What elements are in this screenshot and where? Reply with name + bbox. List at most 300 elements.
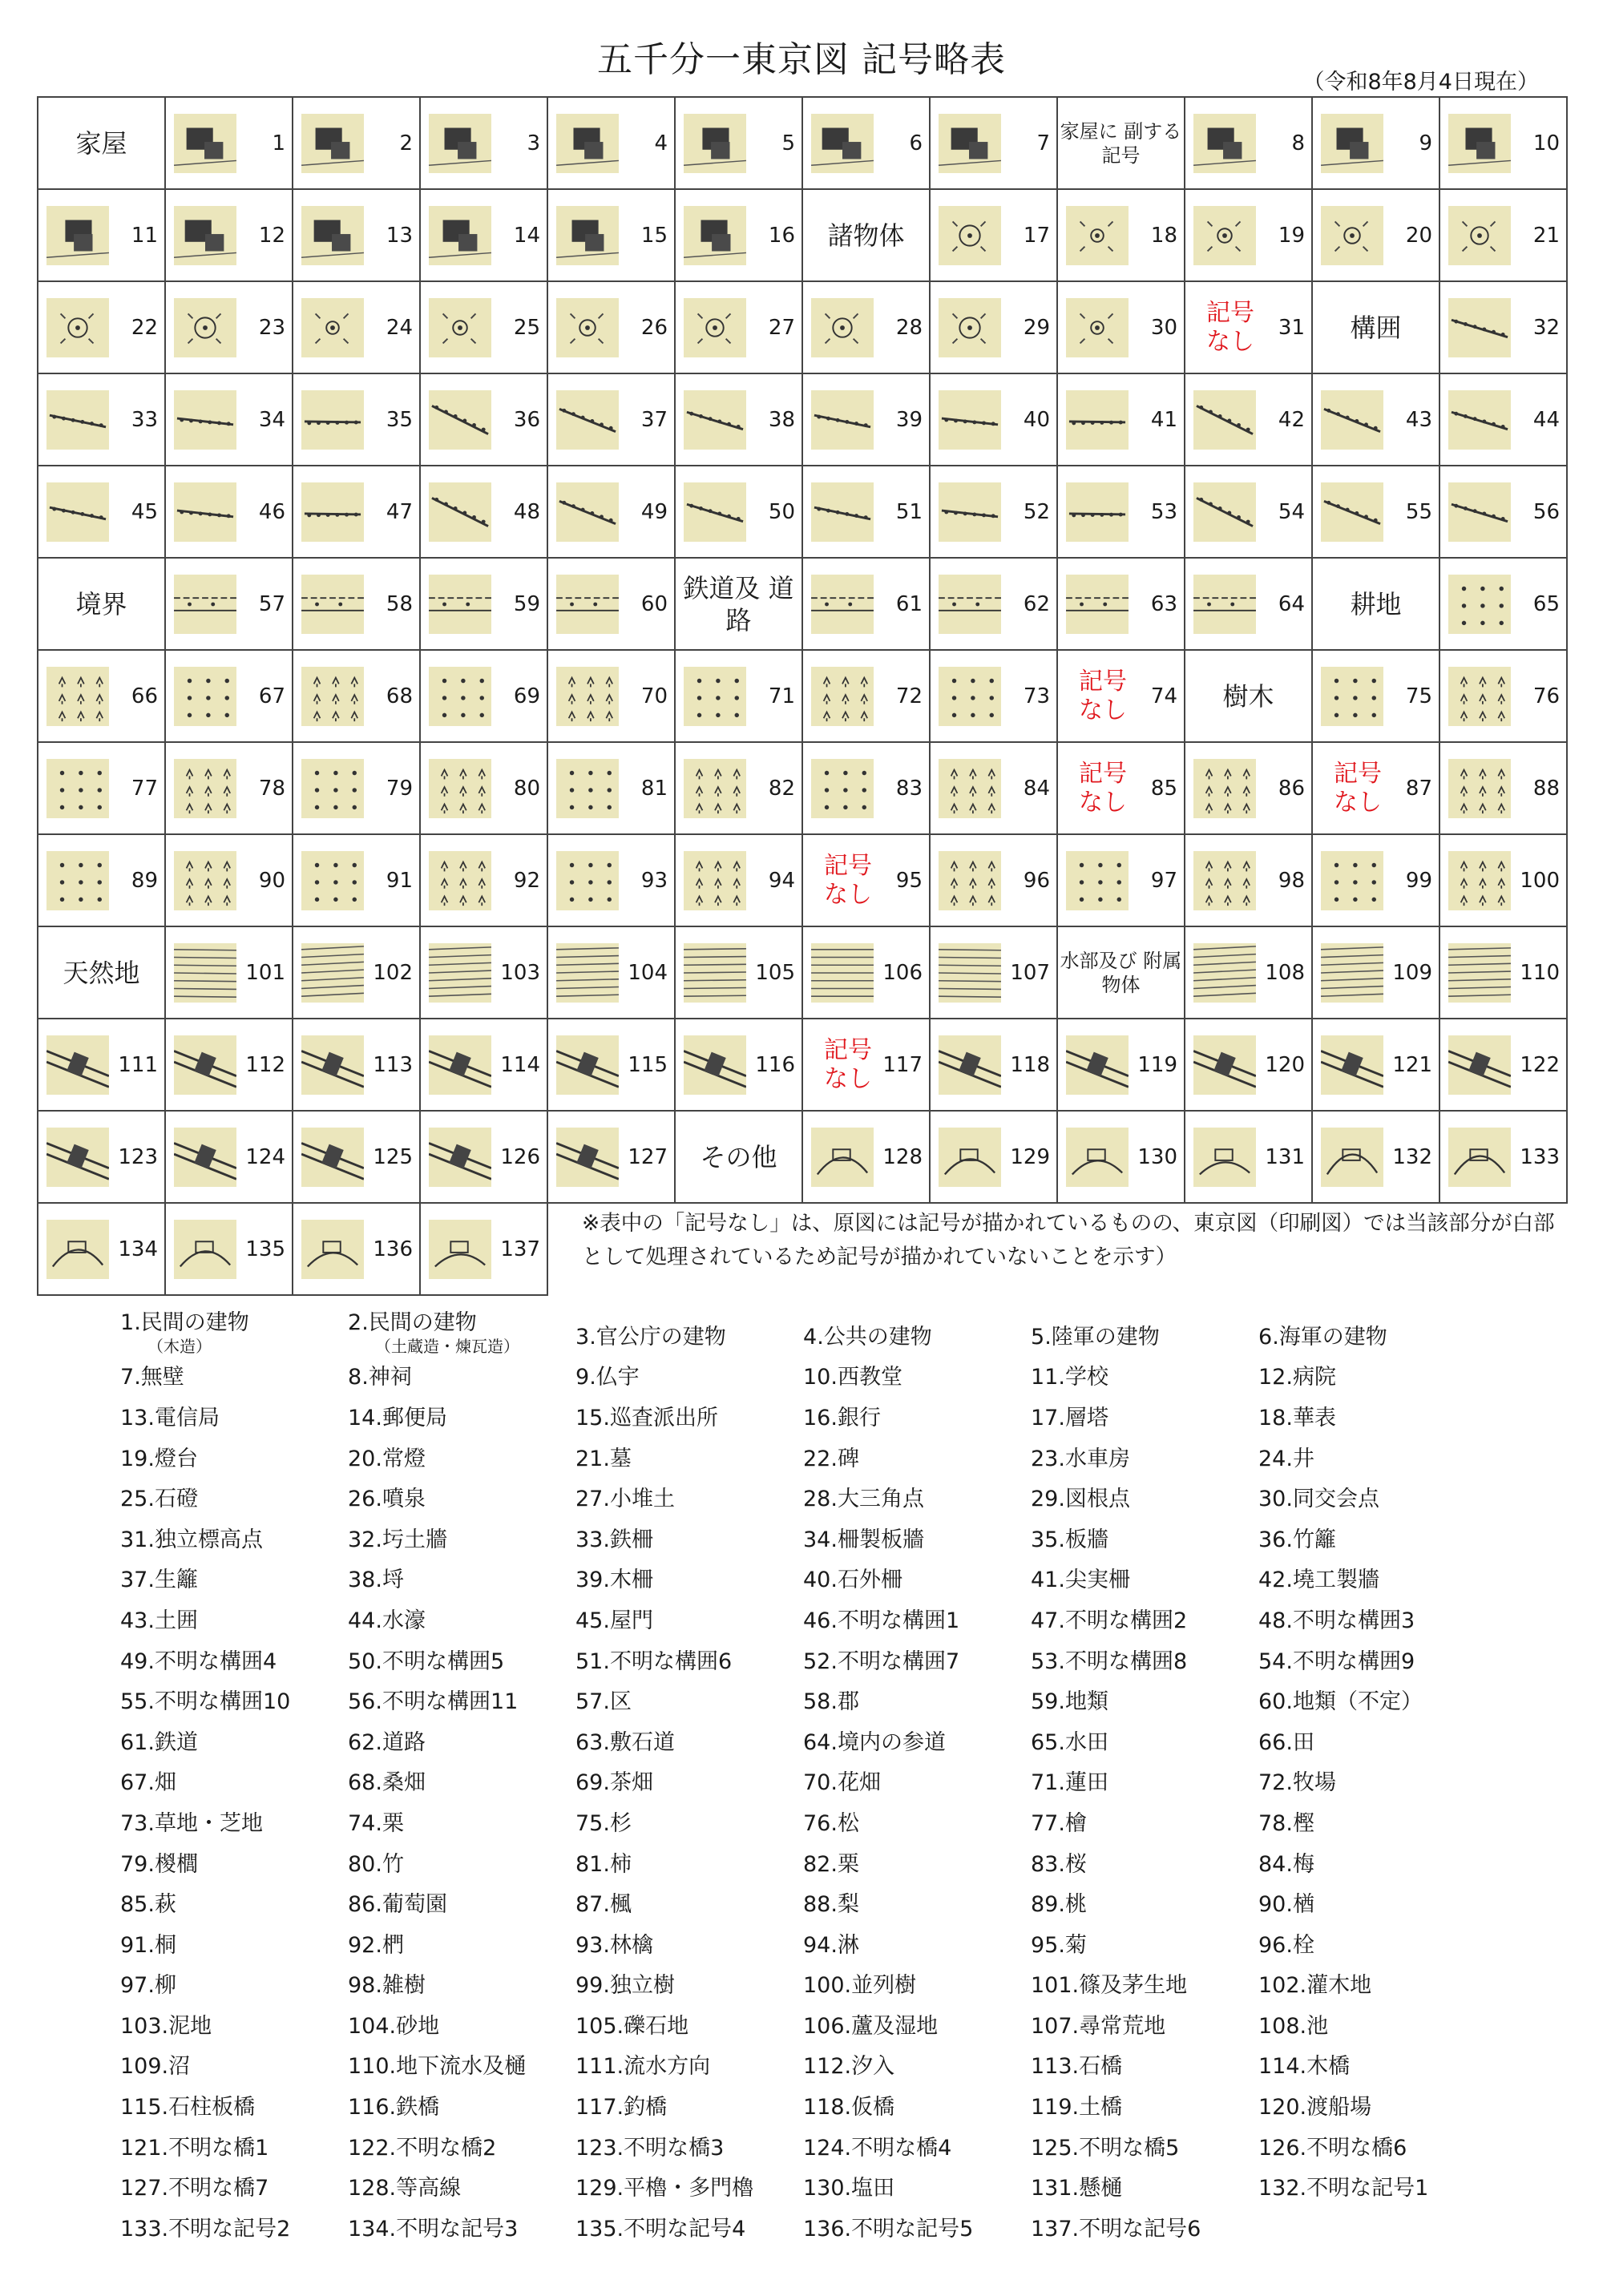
symbol-number: 54	[1278, 499, 1305, 524]
map-symbol-icon	[46, 1220, 109, 1279]
legend-label: 杉	[609, 1810, 632, 1836]
category-label: 水部及び 附属物体	[1060, 949, 1182, 996]
legend-row	[120, 1963, 1563, 2004]
map-symbol-icon	[46, 206, 109, 265]
legend-separator: .	[603, 1527, 610, 1552]
legend-label: 屋門	[609, 1608, 653, 1633]
map-symbol-icon	[174, 1128, 236, 1187]
map-symbol-icon	[1321, 851, 1383, 910]
legend-row	[120, 1842, 1563, 1882]
legend-number: 7	[120, 1365, 135, 1390]
symbol-cell	[930, 373, 1057, 466]
legend-item	[803, 1441, 1031, 1472]
legend-separator: .	[1286, 1851, 1293, 1877]
legend-number: 130	[803, 2176, 845, 2201]
symbol-cell	[38, 189, 165, 281]
symbol-cell	[293, 466, 420, 558]
symbol-cell	[1057, 373, 1185, 466]
footnote: ※表中の「記号なし」は、原図には記号が描かれているものの、東京図（印刷図）では当該部分が白部として処理されているため記号が描かれていないことを示す）	[582, 1211, 1555, 1269]
symbol-cell	[547, 650, 675, 742]
symbol-cell	[547, 926, 675, 1019]
legend-number: 10	[803, 1365, 831, 1390]
legend-label: 生籬	[154, 1568, 198, 1593]
legend-item	[575, 1441, 803, 1472]
legend-label: 栓	[1292, 1932, 1314, 1958]
symbol-cell	[1439, 926, 1567, 1019]
legend-label: 不明な橋6	[1306, 2135, 1407, 2161]
legend-separator: .	[603, 1487, 610, 1512]
map-symbol-icon	[811, 943, 874, 1003]
symbol-cell	[1312, 373, 1439, 466]
symbol-cell	[547, 189, 675, 281]
category-label: 境界	[75, 588, 127, 619]
legend-item	[348, 1562, 575, 1593]
legend-row	[120, 1598, 1563, 1639]
legend-label: 碑	[837, 1446, 859, 1471]
legend-number: 115	[120, 2095, 162, 2120]
legend-item	[120, 1806, 348, 1837]
legend-separator: .	[1286, 1365, 1293, 1390]
map-symbol-icon	[556, 851, 619, 910]
legend-number: 24	[1258, 1446, 1286, 1471]
legend-separator: .	[1058, 1568, 1065, 1593]
legend-separator: .	[603, 1932, 610, 1958]
map-symbol-icon	[1321, 1035, 1383, 1095]
legend-label: 柵製板牆	[837, 1527, 924, 1552]
legend-label: 不明な記号4	[624, 2216, 746, 2242]
symbol-cell	[930, 466, 1057, 558]
map-symbol-icon	[1193, 759, 1256, 818]
legend-item	[348, 2130, 575, 2161]
category-label: 家屋に 副する記号	[1060, 119, 1182, 167]
map-symbol-icon	[556, 759, 619, 818]
legend-number: 40	[803, 1568, 831, 1593]
symbol-number: 49	[640, 499, 668, 524]
legend-label: 椶櫚	[154, 1851, 198, 1877]
legend-number: 98	[348, 1973, 376, 1999]
category-cell-jumoku	[1185, 650, 1312, 742]
legend-separator: .	[1286, 1405, 1293, 1430]
legend-label: 不明な橋5	[1079, 2135, 1180, 2161]
legend-item	[1031, 1765, 1258, 1796]
symbol-cell	[675, 834, 802, 926]
legend-item	[1031, 1725, 1258, 1756]
symbol-cell	[293, 834, 420, 926]
symbol-cell	[165, 1111, 293, 1203]
legend-label: 石橋	[1079, 2054, 1123, 2080]
legend-number: 103	[120, 2013, 162, 2039]
legend-number: 65	[1031, 1729, 1059, 1755]
legend-separator: .	[1072, 2176, 1080, 2201]
legend-item	[575, 1319, 803, 1350]
symbol-cell	[1185, 926, 1312, 1019]
symbol-number: 93	[640, 868, 668, 893]
legend-item	[348, 1522, 575, 1553]
category-label: 耕地	[1350, 588, 1402, 619]
symbol-cell	[1312, 834, 1439, 926]
legend-label: 泥地	[168, 2013, 212, 2039]
symbol-number: 90	[258, 868, 285, 893]
legend-separator: .	[1058, 1608, 1065, 1633]
legend-separator: .	[830, 1689, 838, 1715]
legend-label: 不明な構囲4	[154, 1648, 277, 1674]
symbol-number: 28	[895, 315, 923, 340]
map-symbol-icon	[301, 390, 364, 450]
symbol-number: 17	[1023, 223, 1050, 248]
symbol-cell	[802, 373, 930, 466]
map-symbol-icon	[301, 575, 364, 634]
legend-label: 桑畑	[382, 1770, 426, 1796]
map-symbol-icon	[1193, 1128, 1256, 1187]
legend-separator: .	[134, 1309, 141, 1335]
legend-item	[575, 1725, 803, 1756]
legend-item	[803, 1806, 1031, 1837]
legend-number: 18	[1258, 1405, 1286, 1430]
map-symbol-icon	[684, 390, 746, 450]
map-symbol-icon	[556, 206, 619, 265]
legend-row	[120, 1761, 1563, 1802]
legend-separator: .	[589, 1324, 596, 1350]
map-symbol-icon	[684, 759, 746, 818]
legend-label: 民間の建物	[368, 1309, 477, 1335]
legend-number: 90	[1258, 1892, 1286, 1918]
symbol-number: 134	[118, 1237, 158, 1261]
legend-label: 汐入	[851, 2054, 895, 2080]
legend-number: 36	[1258, 1527, 1286, 1552]
legend-label: 田	[1292, 1729, 1314, 1755]
legend-number: 49	[120, 1648, 148, 1674]
legend-item	[120, 2170, 348, 2201]
legend-separator: .	[375, 1446, 382, 1471]
grid-row	[38, 834, 1567, 926]
legend-row	[120, 1436, 1563, 1477]
legend-label: 柿	[609, 1851, 632, 1877]
symbol-cell	[293, 373, 420, 466]
symbol-number: 38	[768, 407, 795, 432]
legend-number: 12	[1258, 1365, 1286, 1390]
legend-number: 120	[1258, 2095, 1300, 2120]
map-symbol-icon	[1066, 390, 1129, 450]
map-symbol-icon	[301, 1035, 364, 1095]
legend-item	[575, 2170, 803, 2201]
map-symbol-icon	[556, 298, 619, 357]
map-symbol-icon	[1448, 943, 1511, 1003]
symbol-number: 68	[386, 684, 413, 708]
symbol-number: 13	[386, 223, 413, 248]
symbol-number: 50	[768, 499, 795, 524]
legend-separator: .	[616, 2095, 624, 2120]
legend-label: 神祠	[368, 1365, 412, 1390]
legend-item	[575, 1765, 803, 1796]
legend-item	[575, 1684, 803, 1715]
symbol-cell	[1057, 281, 1185, 373]
legend-label: 不明な構囲1	[837, 1608, 960, 1633]
legend-label: 楓	[609, 1892, 632, 1918]
legend-item	[120, 2211, 348, 2242]
symbol-number: 11	[131, 223, 158, 248]
legend-number: 13	[120, 1405, 148, 1430]
map-symbol-icon	[429, 759, 491, 818]
legend-separator: .	[830, 1568, 838, 1593]
symbol-cell	[802, 926, 930, 1019]
map-symbol-icon	[1193, 114, 1256, 173]
symbol-number: 24	[386, 315, 413, 340]
legend-label: 塩田	[851, 2176, 895, 2201]
legend-separator: .	[830, 1810, 838, 1836]
legend-number: 99	[575, 1973, 604, 1999]
symbol-number: 80	[513, 776, 540, 801]
legend-number: 131	[1031, 2176, 1072, 2201]
legend-item	[348, 2008, 575, 2040]
legend-number: 137	[1031, 2216, 1072, 2242]
map-symbol-icon	[684, 851, 746, 910]
symbol-cell	[1439, 834, 1567, 926]
map-symbol-icon	[939, 759, 1001, 818]
symbol-cell	[675, 189, 802, 281]
legend-item	[1258, 1441, 1486, 1472]
legend-item	[348, 1441, 575, 1472]
map-symbol-icon	[811, 575, 874, 634]
legend-number: 15	[575, 1405, 604, 1430]
symbol-cell	[1439, 1111, 1567, 1203]
map-symbol-icon	[1066, 1035, 1129, 1095]
legend-label: 噴泉	[382, 1487, 426, 1512]
legend-separator: .	[375, 1851, 382, 1877]
no-mark-label: 記号なし	[1079, 759, 1127, 817]
legend-separator: .	[1286, 1568, 1293, 1593]
legend-label: 等高線	[396, 2176, 462, 2201]
legend-label: 小堆土	[609, 1487, 675, 1512]
no-mark-label: 記号なし	[824, 851, 872, 909]
category-cell-shobuttai	[802, 189, 930, 281]
legend-item	[1258, 1806, 1486, 1837]
map-symbol-icon	[939, 667, 1001, 726]
legend-number: 91	[120, 1932, 148, 1958]
map-symbol-icon	[811, 114, 874, 173]
legend-number: 38	[348, 1568, 376, 1593]
symbol-number: 19	[1278, 223, 1305, 248]
legend-number: 57	[575, 1689, 604, 1715]
legend-label: 不明な記号3	[396, 2216, 519, 2242]
legend-number: 136	[803, 2216, 845, 2242]
legend-number: 101	[1031, 1973, 1072, 1999]
legend-label: 平櫓・多門櫓	[624, 2176, 754, 2201]
category-label: 鉄道及 道路	[683, 572, 794, 636]
symbol-number: 73	[1023, 684, 1050, 708]
legend-item	[1258, 2048, 1486, 2080]
legend-item	[575, 1400, 803, 1431]
symbol-number: 46	[258, 499, 285, 524]
category-label: その他	[700, 1141, 777, 1172]
symbol-cell	[1057, 650, 1185, 742]
legend-number: 74	[348, 1810, 376, 1836]
legend-item	[1031, 1441, 1258, 1472]
map-symbol-icon	[1448, 482, 1511, 542]
symbol-cell	[802, 1019, 930, 1111]
legend-number: 73	[120, 1810, 148, 1836]
legend-separator: .	[375, 1608, 382, 1633]
legend-label: 萩	[154, 1892, 176, 1918]
legend-label: 木柵	[609, 1568, 653, 1593]
legend-item	[803, 1846, 1031, 1878]
map-symbol-icon	[174, 114, 236, 173]
symbol-number: 14	[513, 223, 540, 248]
map-symbol-icon	[174, 759, 236, 818]
legend-separator: .	[844, 2135, 852, 2161]
legend-separator: .	[844, 2095, 852, 2120]
legend-label: 流水方向	[624, 2054, 711, 2080]
symbol-number: 130	[1137, 1144, 1177, 1169]
legend-number: 97	[120, 1973, 148, 1999]
symbol-cell	[675, 1019, 802, 1111]
symbol-number: 107	[1010, 960, 1050, 985]
legend-label: 蘆及湿地	[851, 2013, 939, 2039]
legend-label: 柳	[154, 1973, 176, 1999]
symbol-cell	[293, 1111, 420, 1203]
legend-label: 敷石道	[609, 1729, 675, 1755]
map-symbol-icon	[939, 1128, 1001, 1187]
legend-label: 楢	[1292, 1892, 1314, 1918]
legend-number: 27	[575, 1487, 604, 1512]
map-symbol-icon	[556, 390, 619, 450]
legend-row	[120, 2003, 1563, 2044]
legend-number: 89	[1031, 1892, 1059, 1918]
symbol-cell	[675, 926, 802, 1019]
legend-item	[803, 2130, 1031, 2161]
symbol-number: 7	[1036, 131, 1050, 155]
symbol-cell	[165, 742, 293, 834]
legend-separator: .	[161, 2095, 169, 2120]
symbol-number: 129	[1010, 1144, 1050, 1169]
symbol-number: 87	[1405, 776, 1432, 801]
legend-item	[803, 1481, 1031, 1512]
symbol-cell	[1312, 650, 1439, 742]
symbol-cell	[1439, 97, 1567, 189]
legend-label: 地類（不定）	[1292, 1689, 1423, 1715]
legend-separator: .	[844, 1973, 852, 1999]
symbol-cell	[547, 834, 675, 926]
symbol-cell	[1185, 558, 1312, 650]
legend-label: 砂地	[396, 2013, 440, 2039]
symbol-cell	[38, 1203, 165, 1295]
legend-sublabel: （木造）	[147, 1336, 212, 1356]
legend-separator: .	[147, 1770, 155, 1796]
legend-row	[120, 2165, 1563, 2206]
symbol-cell	[420, 558, 547, 650]
legend-item	[803, 1684, 1031, 1715]
legend-item	[1258, 2130, 1486, 2161]
legend-separator: .	[375, 1892, 382, 1918]
legend-label: 灌木地	[1306, 1973, 1372, 1999]
symbol-number: 132	[1392, 1144, 1432, 1169]
symbol-number: 99	[1405, 868, 1432, 893]
legend-number: 53	[1031, 1648, 1059, 1674]
legend-item	[1258, 2170, 1486, 2201]
legend-number: 32	[348, 1527, 376, 1552]
legend-number: 110	[348, 2054, 390, 2080]
legend-number: 37	[120, 1568, 148, 1593]
legend-label: 層塔	[1064, 1405, 1108, 1430]
legend-number: 4	[803, 1324, 818, 1350]
symbol-cell	[420, 373, 547, 466]
legend-label: 椚	[382, 1932, 404, 1958]
legend-separator: .	[161, 2216, 169, 2242]
legend-label: 石柱板橋	[168, 2095, 256, 2120]
page-title: 五千分一東京図 記号略表	[597, 39, 1006, 80]
grid-row	[38, 1111, 1567, 1203]
legend-number: 108	[1258, 2013, 1300, 2039]
legend-separator: .	[1044, 1324, 1052, 1350]
legend-number: 93	[575, 1932, 604, 1958]
legend-number: 52	[803, 1648, 831, 1674]
legend-number: 50	[348, 1648, 376, 1674]
legend-row	[120, 2206, 1563, 2247]
symbol-number: 26	[640, 315, 668, 340]
legend-label: 鉄道	[154, 1729, 198, 1755]
legend-separator: .	[616, 2176, 624, 2201]
symbol-number: 41	[1150, 407, 1177, 432]
legend-label: 淋	[837, 1932, 859, 1958]
legend-label: 不明な橋7	[168, 2176, 269, 2201]
legend-separator: .	[603, 1770, 610, 1796]
legend-item	[120, 1927, 348, 1959]
legend-number: 45	[575, 1608, 604, 1633]
legend-item	[348, 1806, 575, 1837]
legend-label: 官公庁の建物	[596, 1324, 726, 1350]
legend-number: 25	[120, 1487, 148, 1512]
legend-separator: .	[830, 1405, 838, 1430]
legend-separator: .	[375, 1487, 382, 1512]
grid-row	[38, 97, 1567, 189]
grid-row	[38, 466, 1567, 558]
legend-separator: .	[1058, 1851, 1065, 1877]
symbol-cell	[38, 373, 165, 466]
legend-label: 不明な構囲9	[1292, 1648, 1415, 1674]
legend-item	[575, 1846, 803, 1878]
symbol-cell	[165, 373, 293, 466]
legend-item	[1031, 1644, 1258, 1675]
legend-label: 学校	[1064, 1365, 1108, 1390]
legend-number: 3	[575, 1324, 590, 1350]
symbol-number: 118	[1010, 1052, 1050, 1077]
legend-label: 華表	[1292, 1405, 1336, 1430]
symbol-number: 48	[513, 499, 540, 524]
legend-label: 郵便局	[382, 1405, 447, 1430]
legend-item	[120, 1886, 348, 1918]
symbol-cell	[38, 1019, 165, 1111]
legend-separator: .	[830, 1770, 838, 1796]
legend-label: 不明な構囲2	[1064, 1608, 1188, 1633]
legend-label: 栗	[837, 1851, 859, 1877]
legend-item	[803, 2211, 1031, 2242]
legend-label: 民間の建物	[140, 1309, 249, 1335]
symbol-number: 108	[1265, 960, 1305, 985]
map-symbol-icon	[939, 943, 1001, 1003]
legend-separator: .	[147, 1973, 155, 1999]
symbol-cell	[930, 926, 1057, 1019]
symbol-cell	[547, 373, 675, 466]
symbol-number: 120	[1265, 1052, 1305, 1077]
legend-number: 134	[348, 2216, 390, 2242]
symbol-number: 29	[1023, 315, 1050, 340]
legend-number: 11	[1031, 1365, 1059, 1390]
symbol-number: 52	[1023, 499, 1050, 524]
legend-number: 71	[1031, 1770, 1059, 1796]
legend-label: 図根点	[1064, 1487, 1130, 1512]
legend-item	[348, 1359, 575, 1390]
symbol-cell	[293, 281, 420, 373]
legend-separator: .	[1058, 1892, 1065, 1918]
